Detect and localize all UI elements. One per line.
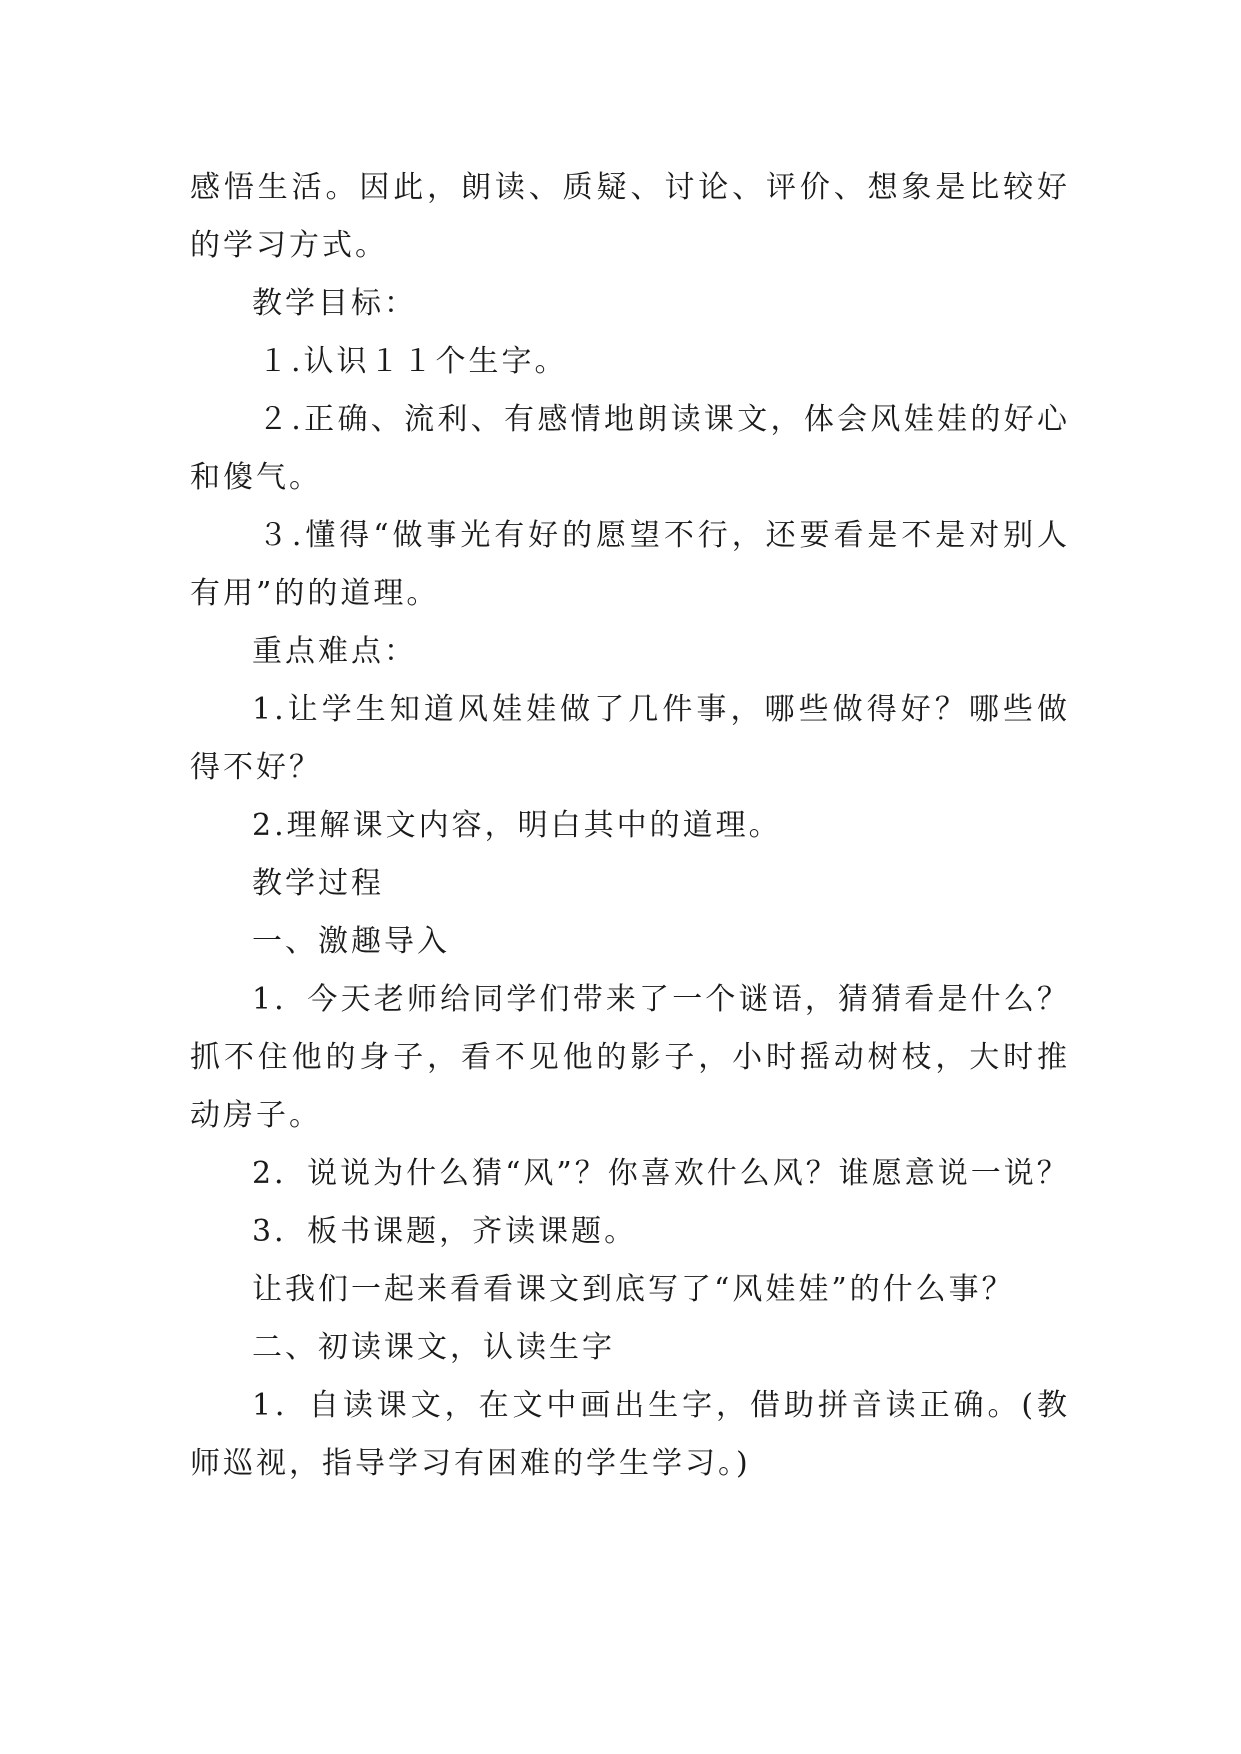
process-step-3: 3．板书课题，齐读课题。: [252, 1214, 638, 1249]
process-step-1: 1．今天老师给同学们带来了一个谜语，猜猜看是什么？抓不住他的身子，看不见他的影子，小时摇动树枝，大时推动房子。: [190, 982, 1070, 1133]
process-step-2: 2．说说为什么猜“风”？你喜欢什么风？谁愿意说一说？: [252, 1156, 1070, 1191]
paragraph-intro-continuation: 感悟生活。因此，朗读、质疑、讨论、评价、想象是比较好的学习方式。: [190, 170, 1070, 263]
heading-key-points: 重点难点：: [252, 634, 417, 669]
transition-sentence: 让我们一起来看看课文到底写了“风娃娃”的什么事？: [252, 1272, 1015, 1307]
goal-item-1: １.认识１１个生字。: [258, 344, 568, 379]
goal-item-3: ３.懂得“做事光有好的愿望不行，还要看是不是对别人有用”的的道理。: [190, 518, 1070, 611]
document-body: [190, 159, 1070, 1493]
reading-step-1: 1．自读课文，在文中画出生字，借助拼音读正确。(教师巡视，指导学习有困难的学生学习。): [190, 1388, 1070, 1481]
heading-teaching-process: 教学过程: [252, 866, 384, 901]
heading-teaching-goals: 教学目标：: [252, 286, 417, 321]
key-point-item-1: 1.让学生知道风娃娃做了几件事，哪些做得好？哪些做得不好？: [190, 692, 1070, 785]
section-heading-2: 二、初读课文，认读生字: [252, 1330, 615, 1365]
section-heading-1: 一、激趣导入: [252, 924, 450, 959]
goal-item-2: ２.正确、流利、有感情地朗读课文，体会风娃娃的好心和傻气。: [190, 402, 1070, 495]
key-point-item-2: 2.理解课文内容，明白其中的道理。: [252, 808, 782, 843]
